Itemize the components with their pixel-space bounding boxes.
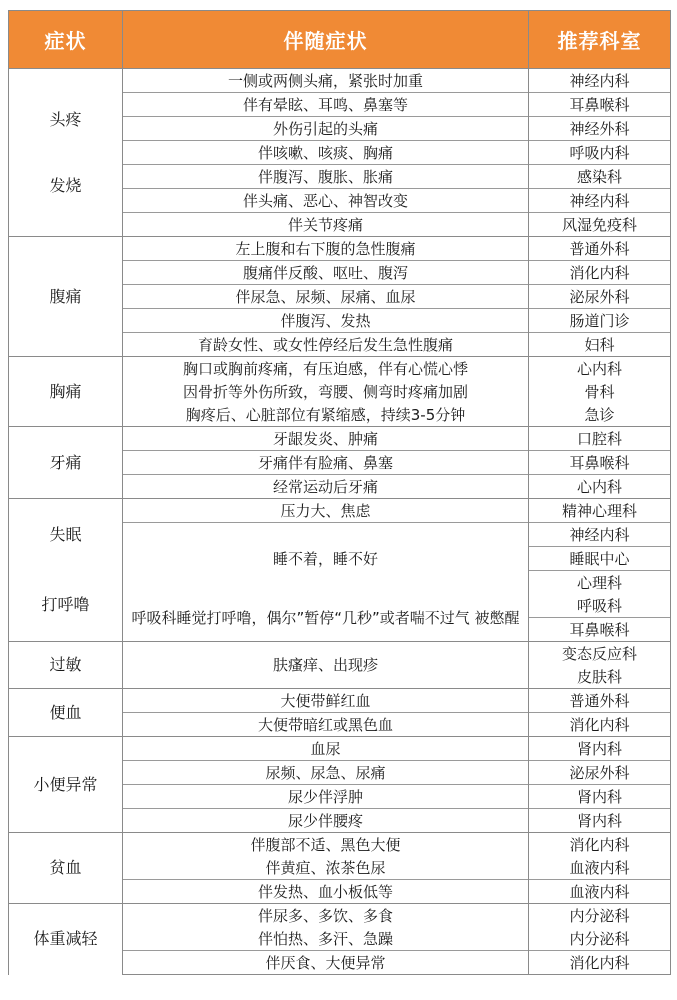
accompanying-cell: 大便带暗红或黑色血 (123, 713, 529, 737)
department-cell: 神经外科 (529, 117, 671, 141)
accompanying-cell: 伴腹泻、腹胀、胀痛 (123, 165, 529, 189)
accompanying-cell: 伴尿多、多饮、多食 (123, 904, 529, 928)
accompanying-cell: 尿少伴浮肿 (123, 785, 529, 809)
accompanying-cell: 伴腹泻、发热 (123, 309, 529, 333)
department-cell: 口腔科 (529, 427, 671, 451)
table-row (9, 69, 671, 93)
department-cell: 内分泌科 (529, 904, 671, 928)
accompanying-cell: 伴厌食、大便异常 (123, 951, 529, 975)
department-cell: 急诊 (529, 403, 671, 427)
department-cell: 消化内科 (529, 951, 671, 975)
symptom-fever: 发烧 (49, 175, 82, 195)
table-row (9, 237, 671, 261)
accompanying-cell: 因骨折等外伤所致，弯腰、侧弯时疼痛加剧 (123, 380, 529, 403)
department-cell: 心理科 (529, 571, 671, 595)
department-cell: 心内科 (529, 475, 671, 499)
accompanying-cell: 育龄女性、或女性停经后发生急性腹痛 (123, 333, 529, 357)
accompanying-cell: 尿频、尿急、尿痛 (123, 761, 529, 785)
symptom-snoring: 打呼噜 (41, 595, 90, 614)
department-cell: 妇科 (529, 333, 671, 357)
department-cell: 消化内科 (529, 833, 671, 857)
department-cell: 消化内科 (529, 261, 671, 285)
department-cell: 耳鼻喉科 (529, 93, 671, 117)
symptom-anemia: 贫血 (9, 833, 123, 904)
symptom-cell-headache-fever (9, 69, 123, 237)
accompanying-cell: 大便带鲜红血 (123, 689, 529, 713)
accompanying-cell: 牙痛伴有脸痛、鼻塞 (123, 451, 529, 475)
accompanying-cell: 牙龈发炎、肿痛 (123, 427, 529, 451)
table-row (9, 499, 671, 523)
symptom-weight-loss: 体重减轻 (9, 904, 123, 975)
symptom-insomnia: 失眠 (49, 525, 82, 544)
table-row (9, 833, 671, 857)
department-cell: 呼吸科 (529, 594, 671, 618)
accompanying-cell: 胸疼后、心脏部位有紧缩感，持续3-5分钟 (123, 403, 529, 427)
table-row (9, 357, 671, 381)
symptom-chest-pain: 胸痛 (9, 357, 123, 427)
table-row (9, 642, 671, 666)
table-row (9, 689, 671, 713)
accompanying-cell: 左上腹和右下腹的急性腹痛 (123, 237, 529, 261)
accompanying-cell: 血尿 (123, 737, 529, 761)
department-cell: 消化内科 (529, 713, 671, 737)
department-cell: 神经内科 (529, 189, 671, 213)
department-cell: 皮肤科 (529, 665, 671, 689)
department-cell: 肾内科 (529, 809, 671, 833)
accompanying-cell: 伴咳嗽、咳痰、胸痛 (123, 141, 529, 165)
accompanying-cell: 压力大、焦虑 (123, 499, 529, 523)
department-cell: 骨科 (529, 380, 671, 403)
department-cell: 肠道门诊 (529, 309, 671, 333)
department-cell: 泌尿外科 (529, 761, 671, 785)
department-cell: 神经内科 (529, 69, 671, 93)
department-cell: 感染科 (529, 165, 671, 189)
accompanying-cell: 伴尿急、尿频、尿痛、血尿 (123, 285, 529, 309)
header-accompanying: 伴随症状 (123, 11, 529, 69)
accompanying-cell: 伴头痛、恶心、神智改变 (123, 189, 529, 213)
accompanying-cell: 经常运动后牙痛 (123, 475, 529, 499)
accompanying-cell: 腹痛伴反酸、呕吐、腹泻 (123, 261, 529, 285)
accompanying-cell: 胸口或胸前疼痛，有压迫感，伴有心慌心悸 (123, 357, 529, 381)
accompanying-cell: 睡不着，睡不好 (123, 523, 529, 595)
accompanying-cell: 伴有晕眩、耳鸣、鼻塞等 (123, 93, 529, 117)
header-symptom: 症状 (9, 11, 123, 69)
table-row (9, 737, 671, 761)
symptom-toothache: 牙痛 (9, 427, 123, 499)
department-cell: 耳鼻喉科 (529, 451, 671, 475)
department-cell: 肾内科 (529, 737, 671, 761)
department-cell: 风湿免疫科 (529, 213, 671, 237)
table-header-row (9, 11, 671, 69)
department-cell: 普通外科 (529, 237, 671, 261)
department-cell: 内分泌科 (529, 927, 671, 951)
department-cell: 神经内科 (529, 523, 671, 547)
department-cell: 精神心理科 (529, 499, 671, 523)
accompanying-cell: 伴关节疼痛 (123, 213, 529, 237)
symptom-cell-insomnia-snoring (9, 499, 123, 642)
header-department: 推荐科室 (529, 11, 671, 69)
department-cell: 呼吸内科 (529, 141, 671, 165)
accompanying-cell: 一侧或两侧头痛，紧张时加重 (123, 69, 529, 93)
department-cell: 肾内科 (529, 785, 671, 809)
table-row (9, 904, 671, 928)
accompanying-cell: 尿少伴腰疼 (123, 809, 529, 833)
department-cell: 耳鼻喉科 (529, 618, 671, 642)
accompanying-cell: 伴怕热、多汗、急躁 (123, 927, 529, 951)
symptom-abnormal-urination: 小便异常 (9, 737, 123, 833)
department-cell: 睡眠中心 (529, 547, 671, 571)
accompanying-cell: 呼吸科睡觉打呼噜，偶尔”暂停“几秒”或者喘不过气 被憋醒 (123, 594, 529, 642)
accompanying-cell: 外伤引起的头痛 (123, 117, 529, 141)
department-cell: 普通外科 (529, 689, 671, 713)
symptom-bloody-stool: 便血 (9, 689, 123, 737)
symptom-allergy: 过敏 (9, 642, 123, 689)
table-row (9, 427, 671, 451)
department-cell: 血液内科 (529, 856, 671, 880)
accompanying-cell: 伴黄疸、浓茶色尿 (123, 856, 529, 880)
symptom-abdominal-pain: 腹痛 (9, 237, 123, 357)
accompanying-cell: 伴腹部不适、黑色大便 (123, 833, 529, 857)
accompanying-cell: 伴发热、血小板低等 (123, 880, 529, 904)
department-cell: 变态反应科 (529, 642, 671, 666)
symptom-headache: 头疼 (49, 109, 82, 129)
accompanying-cell: 肤瘙痒、出现疹 (123, 642, 529, 689)
department-cell: 泌尿外科 (529, 285, 671, 309)
department-cell: 心内科 (529, 357, 671, 381)
symptom-department-table (8, 10, 671, 975)
department-cell: 血液内科 (529, 880, 671, 904)
